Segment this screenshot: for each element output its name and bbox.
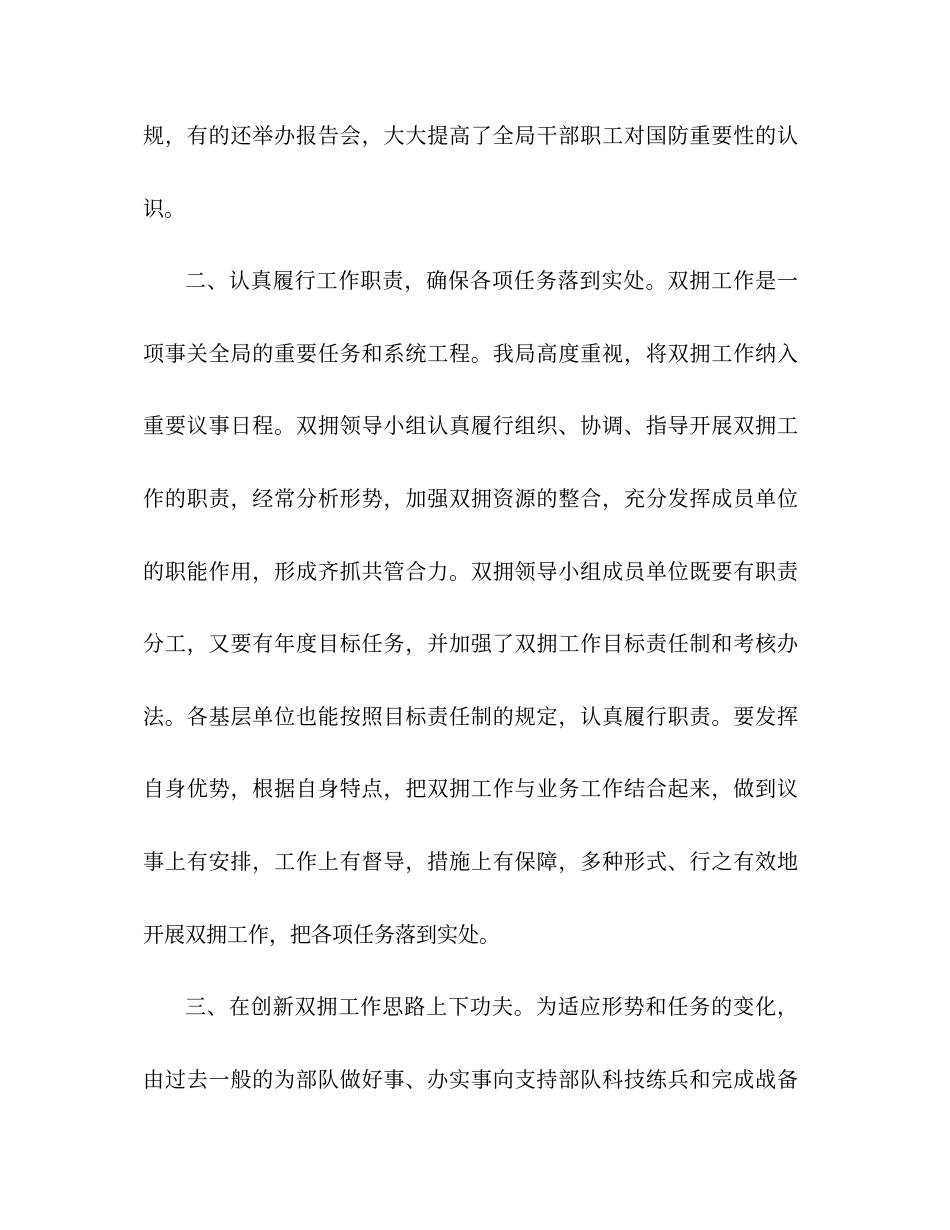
text-line: 法。各基层单位也能按照目标责任制的规定，认真履行职责。要发挥 (143, 704, 798, 729)
text-line: 事上有安排，工作上有督导，措施上有保障，多种形式、行之有效地 (143, 849, 798, 874)
text-line: 重要议事日程。双拥领导小组认真履行组织、协调、指导开展双拥工 (143, 414, 798, 439)
text-line: 规，有的还举办报告会，大大提高了全局干部职工对国防重要性的认 (143, 124, 798, 148)
text-line: 的职能作用，形成齐抓共管合力。双拥领导小组成员单位既要有职责 (143, 559, 798, 584)
text-line: 作的职责，经常分析形势，加强双拥资源的整合，充分发挥成员单位 (143, 486, 798, 511)
text-line: 自身优势，根据自身特点，把双拥工作与业务工作结合起来，做到议 (143, 777, 798, 802)
paragraph-heading-line: 二、认真履行工作职责，确保各项任务落到实处。双拥工作是一 (185, 269, 798, 294)
paragraph-heading-line: 三、在创新双拥工作思路上下功夫。为适应形势和任务的变化， (185, 995, 798, 1020)
text-line: 分工，又要有年度目标任务，并加强了双拥工作目标责任制和考核办 (143, 632, 798, 657)
text-line: 项事关全局的重要任务和系统工程。我局高度重视，将双拥工作纳入 (143, 341, 798, 366)
text-line: 由过去一般的为部队做好事、办实事向支持部队科技练兵和完成战备 (143, 1067, 798, 1092)
text-line: 识。 (143, 196, 185, 221)
document-body (143, 118, 798, 1134)
text-line: 开展双拥工作，把各项任务落到实处。 (143, 922, 500, 947)
